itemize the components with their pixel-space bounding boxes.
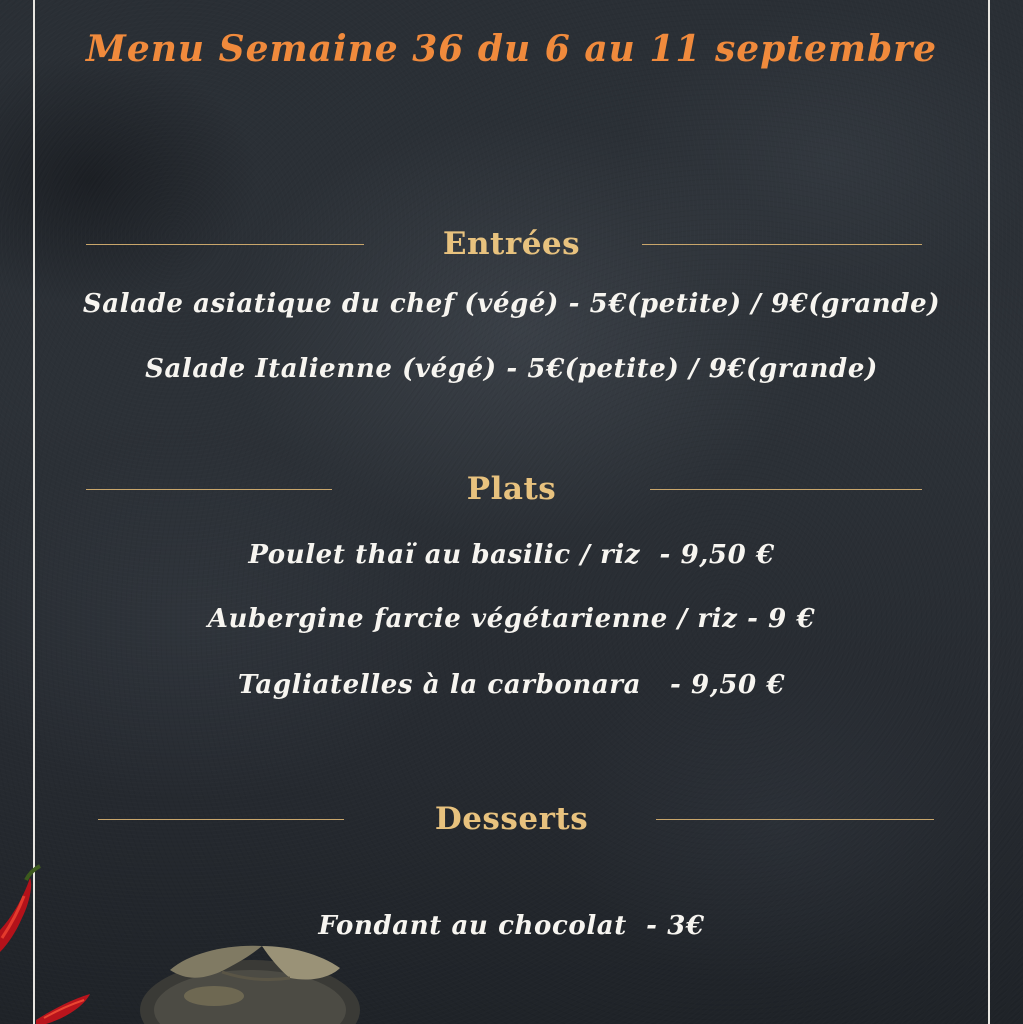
section-title-plats: Plats [466, 471, 557, 507]
food-decoration [0, 860, 380, 1024]
menu-item-plat-2: Aubergine farcie végétarienne / riz - 9 € [207, 604, 816, 634]
section-title-entrees: Entrées [442, 226, 581, 262]
menu-item-entree-1: Salade asiatique du chef (végé) - 5€(petite) / 9€(grande) [82, 289, 941, 319]
red-chili-pepper-icon [0, 866, 40, 952]
menu-item-plat-1: Poulet thaï au basilic / riz - 9,50 € [248, 540, 775, 570]
section-header-plats [0, 467, 1023, 511]
section-title-desserts: Desserts [434, 801, 589, 837]
frame-border-right [988, 0, 990, 1024]
cooking-pan-icon [140, 946, 360, 1024]
red-chili-pepper-icon [36, 994, 90, 1024]
section-header-entrees [0, 222, 1023, 266]
menu-item-plat-3: Tagliatelles à la carbonara - 9,50 € [237, 670, 786, 700]
menu-item-dessert-1: Fondant au chocolat - 3€ [318, 911, 705, 941]
menu-item-entree-2: Salade Italienne (végé) - 5€(petite) / 9€(grande) [145, 354, 878, 384]
section-header-desserts [0, 797, 1023, 841]
menu-title: Menu Semaine 36 du 6 au 11 septembre [85, 28, 937, 70]
